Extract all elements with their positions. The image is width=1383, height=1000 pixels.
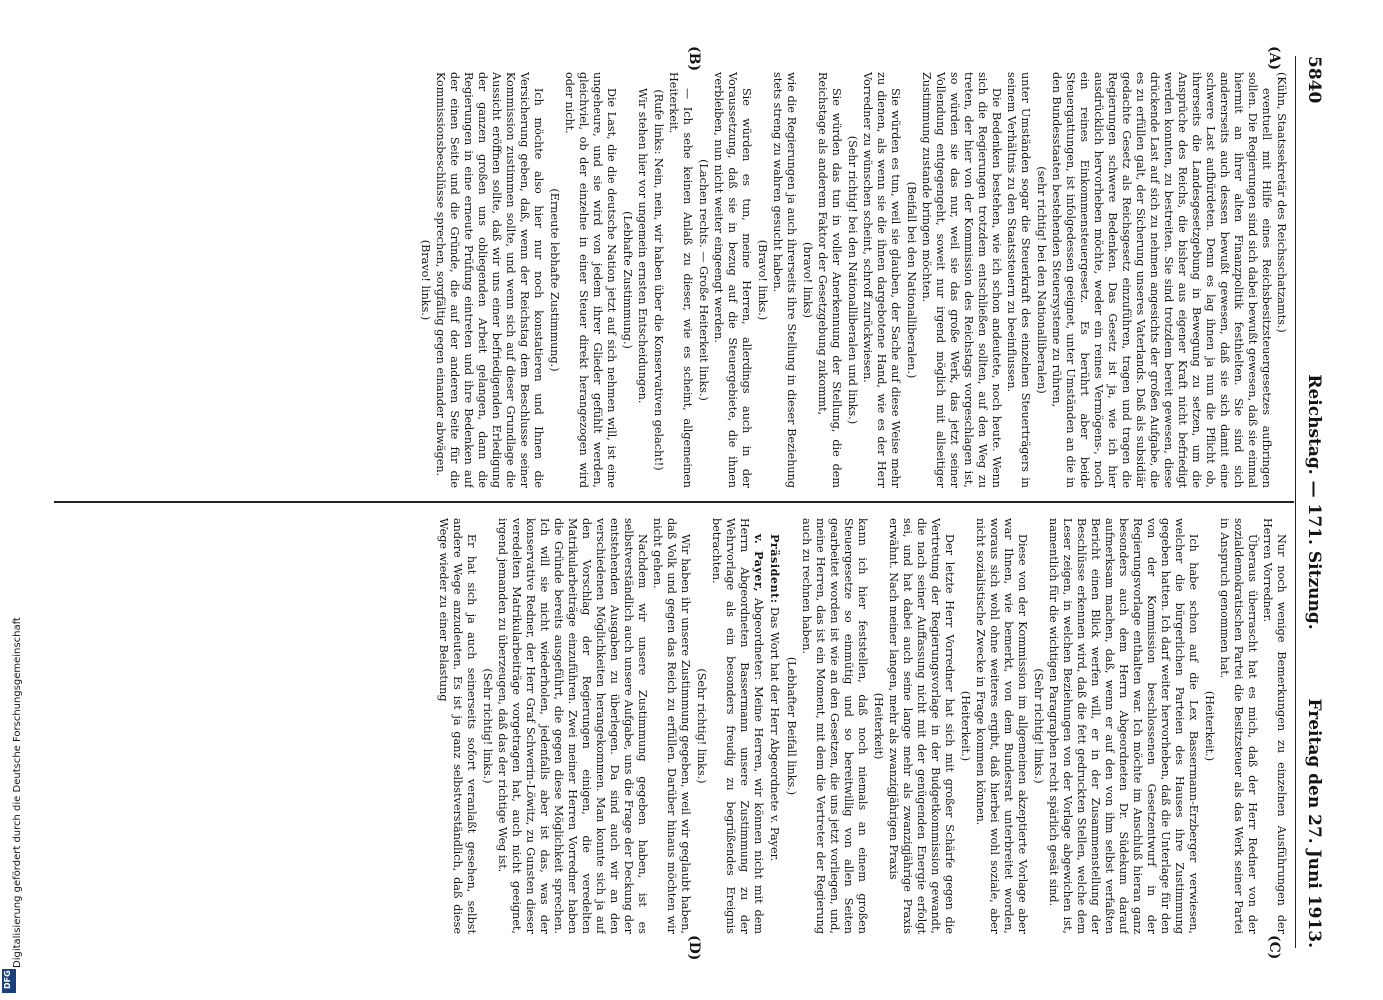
left-column-paragraph: unter Umständen sogar die Steuerkraft des einzelnen Steuerträgers in seinem Verhältnis zu den Staatssteuern zu beeinflussen. <box>1005 72 1032 488</box>
left-column-paragraph: wie die Regierungen ja auch ihrerseits ihre Stellung in dieser Beziehung stets streng zu wahren gesucht haben. <box>771 72 798 488</box>
right-column-paragraph: Überaus überrascht hat es mich, daß der Herr Redner von der sozialdemokratischen Partei die Besitzsteuer als das Werk seiner Partei in Anspruch genommen hat. <box>1218 518 1259 934</box>
right-column-paragraph: Präsident: Das Wort hat der Herr Abgeordnete v. Payer. <box>768 534 782 862</box>
left-column-paragraph: — Ich sehe keinen Anlaß zu dieser, wie es scheint, allgemeinen Heiterkeit. <box>667 72 694 488</box>
margin-marker-b: (B) <box>686 46 702 72</box>
left-column-paragraph: Ich möchte also hier nur noch konstatieren und Ihnen die Versicherung geben, daß, wenn der Reichstag dem Beschlusse seiner Kommission zustimmen sollte, und wenn sich auf dieser Grundlage die Aussicht eröffnen sollte, daß wir uns einer befriedigenden Erledigung der ganzen großen uns obliegenden Arbeit gelangen, dann die Regierungen in eine erneute Prüfung eintreten und ihre Bedenken auf der einen Seite und die Gründe, die auf der anderen Seite für die Kommissionsbeschlüsse sprechen, sorgfältig gegen einander abwägen. <box>434 72 545 488</box>
page-number: 5840 <box>1304 56 1324 104</box>
right-column-paragraph: v. Payer, Abgeordneter: Meine Herren, wir können nicht mit dem Herrn Abgeordneten Bassermann unsere Zustimmung zu der Wehrvorlage als ein besonders freudig zu begrüßendes Ereignis betrachten. <box>710 518 766 934</box>
header-title: Reichstag. — 171. Sitzung. <box>1304 374 1324 630</box>
left-column-interjection: (sehr richtig! bei den Nationalliberalen) <box>1035 166 1048 394</box>
left-column-interjection: (Erneute lebhafte Zustimmung.) <box>548 188 561 372</box>
left-column <box>60 72 1288 488</box>
margin-marker-d: (D) <box>686 935 702 961</box>
right-column-paragraph: Nur noch wenige Bemerkungen zu einzelnen Ausführungen der Herren Vorredner. <box>1261 518 1288 934</box>
funding-note-text: Digitalisierung gefördert durch die Deutsche Forschungsgemeinschaft <box>12 617 23 968</box>
left-column-interjection: (Lachen rechts. — Große Heiterkeit links.) <box>697 159 710 401</box>
left-column-interjection: (Rufe links: Nein, nein, wir haben über die Konservativen gelacht!) <box>652 89 665 471</box>
right-column-interjection: (Sehr richtig! links.) <box>695 668 708 784</box>
header-rule <box>1295 56 1296 948</box>
margin-marker-c: (C) <box>1266 935 1282 960</box>
right-column-paragraph: Wir haben ihr unsere Zustimmung gegeben, weil wir geglaubt haben, daß Volk und gegen das Reich zu erfüllen. Darüber hinaus möchten wir nicht gehen. <box>651 518 692 934</box>
left-column-interjection: (Bravo! links.) <box>419 239 432 321</box>
left-column-interjection: (Beifall bei den Nationalliberalen.) <box>905 181 918 379</box>
header-date: Freitag den 27. Juni 1913. <box>1304 698 1324 948</box>
funding-note <box>12 0 26 1000</box>
right-column-interjection: (Sehr richtig! links.) <box>481 668 494 784</box>
column-divider <box>54 501 1294 503</box>
right-column-paragraph: kann ich hier feststellen, daß noch niemals an einem großen Steuergesetze so einmütig und so bereitwillig von allen Seiten gearbeitet worden ist wie an den Gesetzen, die uns jetzt vorliegen, und, meine Herren, das ist ein Moment, mit dem die Vertreter der Regierung auch zu rechnen haben. <box>800 518 869 934</box>
document-page <box>48 42 1338 962</box>
left-column-paragraph: (Kühn, Staatssekretär des Reichsschatzamts.) <box>1275 72 1288 333</box>
right-column-paragraph: Der letzte Herr Vorredner hat sich mit großer Schärfe gegen die Vertretung der Regierungsvorlage in der Budgetkommission gewandt, die nach seiner Auffassung nicht mit der genügenden Energie erfolgt sei, und hat dabei auch seine lange mehr als zwanzigjährige Praxis erwähnt. Nach meiner langen, mehr als zwanzigjährigen Praxis <box>887 518 956 934</box>
left-column-paragraph: eventuell mit Hilfe eines Reichsbesitzsteuergesetzes aufbringen sollen. Die Regierungen sind sich dabei bewußt gewesen, daß sie einmal hiermit an ihrer alten Finanzpolitik festhielten. Sie sind sich andererseits auch dessen bewußt gewesen, daß sie sich damit eine schwere Last aufbürdeten. Denn es lag ihnen ja nun die Pflicht ob, ihrerseits die Landesgesetzgebung in Bewegung zu setzen, um die Ansprüche des Reichs, die bisher aus eigener Kraft nicht befriedigt werden konnten, zu bestreiten. Sie sind trotzdem bereit gewesen, diese drückende Last auf sich zu nehmen angesichts der großen Aufgabe, die es zu erfüllen galt, der Sicherung unseres Vaterlands. Daß als subsidiär gedachte Gesetz als Reichsgesetz einzuführen, tragen und tragen die Regierungen schwere Bedenken. Das Gesetz ist ja, wie ich hier ausdrücklich hervorheben möchte, weder ein reines Vermögens-, noch ein reines Einkommensteuergesetz. Es berührt aber beide Steuergattungen, ist infolgedessen geeignet, unter Umständen an die in den Bundesstaaten bestehenden Steuersysteme zu rühren, <box>1050 72 1273 488</box>
right-column-interjection: (Heiterkeit.) <box>1203 690 1216 762</box>
left-column-paragraph: Die Bedenken bestehen, wie ich schon andeutete, noch heute. Wenn sich die Regierungen trotzdem entschließen sollten, auf den Weg zu treten, der hier von der Kommission des Reichstags vorgeschlagen ist, so würden sie das nur, weil sie das große Werk, das jetzt seiner Vollendung entgegengeht, soweit nur irgend möglich mit allseitiger Zustimmung zustande bringen möchten. <box>920 72 1003 488</box>
left-column-paragraph: Sie würden das tun in voller Anerkennung der Stellung, die dem Reichstage als anderem Faktor der Gesetzgebung zukommt, <box>816 72 843 488</box>
right-column-paragraph: Er hat sich ja auch seinerseits sofort veranlaßt gesehen, selbst andere Wege anzudeuten. Es ist ja ganz selbstverständlich, daß diese Wege wieder zu einer Belastung <box>437 518 478 934</box>
left-column-interjection: (bravo! links) <box>801 242 814 318</box>
right-column <box>60 518 1288 934</box>
left-column-paragraph: Die Last, die die deutsche Nation jetzt auf sich nehmen will, ist eine ungeheure, und sie wird von jedem ihrer Glieder gefühlt werden, gleichviel, ob der einzelne in einer Steuer direkt herangezogen wird oder nicht. <box>563 72 618 488</box>
left-column-interjection: (Lebhafte Zustimmung.) <box>621 211 634 349</box>
margin-marker-a: (A) <box>1266 46 1282 71</box>
right-column-paragraph: Ich habe schon auf die Lex Bassermann-Erzberger verwiesen, welcher die bürgerlichen Parteien des Hauses ihre Zustimmung gegeben hatten. Ich darf weiter hervorheben, daß die Unterlage für den von der Kommission beschlossenen Gesetzentwurf in der Regierungsvorlage enthalten war. Ich möchte im Anschluß hieran ganz besonders auch dem Herrn Abgeordneten Dr. Südekum darauf aufmerksam machen, daß, wenn er auf den von ihm selbst verfaßten Bericht einen Blick werfen will, er in der Zusammenstellung der Beschlüsse erkennen wird, daß die fett gedruckten Stellen, welche dem Leser zeigen, in welchen Beziehungen von der Vorlage abgewichen ist, namentlich für die wichtigen Paragraphen recht spärlich gesät sind. <box>1047 518 1200 934</box>
left-column-interjection: (Sehr richtig! bei den Nationalliberalen und links.) <box>846 135 859 425</box>
right-column-interjection: (Heiterkeit.) <box>959 690 972 762</box>
dfg-logo <box>2 969 16 993</box>
right-column-interjection: (Sehr richtig! links.) <box>1032 668 1045 784</box>
right-column-paragraph: Diese von der Kommission im allgemeinen akzeptierte Vorlage aber war Ihnen, wie bemerkt, von dem Bundesrat unterbreitet worden, woraus sich wohl ohne weiteres ergibt, daß hierbei wohl soziale, aber nicht sozialistische Zwecke in Frage kommen können. <box>974 518 1029 934</box>
right-column-paragraph: Nachdem wir unsere Zustimmung gegeben haben, ist es selbstverständlich auch unsere Aufgabe, uns die Frage der Deckung der entstehenden Ausgaben zu überlegen. Da sind auch wir an den verschiedenen Möglichkeiten herangekommen. Man konnte sich ja auf den Vorschlag der Regierungen einigen, die veredelten Matrikularbeiträge einzuführen. Zwei meiner Herren Vorredner haben die Gründe bereits ausgeführt, die gegen diese Möglichkeit sprechen. Ich will sie nicht wiederholen, jedenfalls aber ist das, was der konservative Redner, der Herr Graf Schwerin-Löwitz, zu Gunsten dieser veredelten Matrikularbeiträge vorgetragen hat, auch nicht geeignet, irgend jemanden zu überzeugen, daß das der richtige Weg ist. <box>496 518 649 934</box>
dfg-logo-text: DFG <box>3 970 12 989</box>
left-column-paragraph: Wir stehen hier vor ungemein ernsten Entscheidungen. <box>636 88 649 404</box>
right-column-interjection: (Heiterkeit) <box>872 692 885 760</box>
right-column-interjection: (Lebhafter Beifall links.) <box>785 656 798 796</box>
running-header <box>1298 56 1324 948</box>
left-column-paragraph: Sie würden es tun, meine Herren, allerdings auch in der Voraussetzung, daß sie in bezug auf die Steuergebiete, die ihnen verbleiben, nun nicht weiter eingeengt werden. <box>712 72 753 488</box>
left-column-paragraph: Sie würden es tun, weil sie glauben, der Sache auf diese Weise mehr zu dienen, als wenn sie die ihnen dargebotene Hand, wie es der Herr Vorredner zu wünschen scheint, schroff zurückwiesen. <box>861 72 902 488</box>
left-column-interjection: (Bravo! links.) <box>756 239 769 321</box>
